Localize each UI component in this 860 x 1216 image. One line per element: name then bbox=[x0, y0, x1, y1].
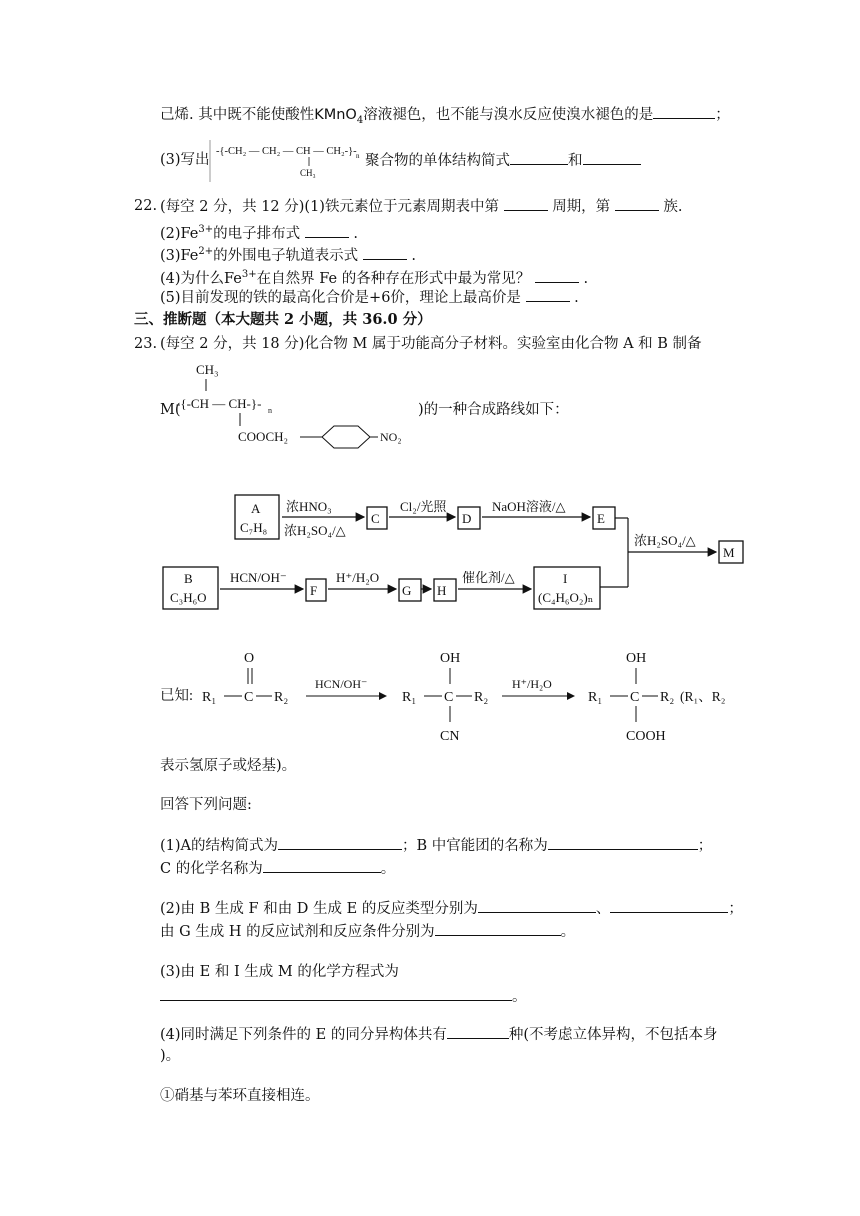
q22-intro: (每空 2 分，共 12 分)(1)铁元素位于元素周期表中第 周期，第 族. bbox=[160, 196, 683, 217]
answer-blank[interactable] bbox=[160, 986, 512, 1001]
svg-text:B: B bbox=[184, 571, 193, 586]
q23-part1-line1: (1)A的结构简式为 ；B 中官能团的名称为 ； bbox=[160, 835, 712, 856]
q23-part3-line2: 。 bbox=[160, 986, 527, 1007]
section-heading: 三、推断题（本大题共 2 小题，共 36.0 分） bbox=[134, 311, 432, 328]
svg-text:G: G bbox=[402, 583, 412, 598]
answer-blank[interactable] bbox=[548, 835, 698, 850]
svg-text:R₁: R₁ bbox=[588, 690, 603, 705]
q22-sub4: (4)为什么$Fe^{3+}$在自然界 Fe 的各种存在形式中最为常见？ . bbox=[160, 269, 589, 287]
svg-text:OH: OH bbox=[626, 651, 647, 666]
svg-text:NO₂: NO₂ bbox=[380, 430, 402, 444]
svg-text:C: C bbox=[244, 690, 254, 705]
svg-text:CH₃: CH₃ bbox=[196, 362, 219, 377]
svg-text:HCN/OH⁻: HCN/OH⁻ bbox=[315, 677, 368, 691]
svg-text:浓H₂SO₄/△: 浓H₂SO₄/△ bbox=[284, 523, 346, 538]
q23-number: 23. bbox=[134, 336, 158, 352]
svg-text:R₁: R₁ bbox=[402, 690, 417, 705]
answer-blank[interactable] bbox=[305, 223, 349, 238]
svg-text:已知:: 已知: bbox=[160, 688, 194, 704]
svg-text:(R₁、R₂: (R₁、R₂ bbox=[680, 689, 726, 704]
answer-blank[interactable] bbox=[535, 268, 579, 283]
svg-text:H⁺/H₂O: H⁺/H₂O bbox=[512, 677, 552, 691]
svg-text:CN: CN bbox=[440, 729, 460, 744]
svg-text:NaOH溶液/△: NaOH溶液/△ bbox=[492, 499, 566, 514]
q23-part2-line2: 由 G 生成 H 的反应试剂和反应条件分别为 。 bbox=[160, 921, 575, 942]
svg-text:D: D bbox=[462, 511, 472, 526]
svg-text:R₁: R₁ bbox=[202, 690, 217, 705]
svg-text:COOCH₂: COOCH₂ bbox=[238, 429, 289, 444]
answer-blank[interactable] bbox=[610, 898, 728, 913]
svg-text:H⁺/H₂O: H⁺/H₂O bbox=[336, 570, 380, 585]
svg-text:浓H₂SO₄/△: 浓H₂SO₄/△ bbox=[634, 533, 696, 548]
svg-text:OH: OH bbox=[440, 651, 461, 666]
svg-text:-{-CH₂ — CH₂ — CH — CH₂-}-: -{-CH₂ — CH₂ — CH — CH₂-}- bbox=[216, 146, 357, 157]
svg-text:n: n bbox=[268, 406, 272, 415]
q22-number: 22. bbox=[134, 198, 158, 214]
known-tail: 表示氢原子或烃基)。 bbox=[160, 758, 297, 774]
answer-blank[interactable] bbox=[363, 245, 407, 260]
svg-text:O: O bbox=[244, 651, 255, 666]
svg-text:催化剂/△: 催化剂/△ bbox=[462, 570, 515, 585]
synthesis-route bbox=[160, 485, 760, 615]
answer-blank[interactable] bbox=[447, 1024, 509, 1039]
svg-text:C: C bbox=[444, 690, 454, 705]
svg-text:C: C bbox=[630, 690, 640, 705]
q23-part4-line1: (4)同时满足下列条件的 E 的同分异构体共有 种(不考虑立体异构，不包括本身 bbox=[160, 1024, 718, 1045]
answer-blank[interactable] bbox=[278, 835, 402, 850]
condition-1: ①硝基与苯环直接相连。 bbox=[160, 1088, 320, 1104]
q23-part1-line2: C 的化学名称为 。 bbox=[160, 858, 395, 879]
svg-text:R₂: R₂ bbox=[474, 690, 489, 705]
svg-text:(C₄H₆O₂)ₙ: (C₄H₆O₂)ₙ bbox=[538, 590, 594, 605]
answer-blank[interactable] bbox=[435, 921, 561, 936]
answer-blank[interactable] bbox=[526, 287, 570, 302]
svg-text:A: A bbox=[251, 501, 261, 516]
answer-prompt: 回答下列问题: bbox=[160, 797, 252, 813]
svg-text:n: n bbox=[356, 152, 360, 160]
svg-text:C₃H₆O: C₃H₆O bbox=[170, 590, 207, 605]
answer-blank[interactable] bbox=[478, 898, 596, 913]
answer-blank[interactable] bbox=[504, 196, 548, 211]
svg-text:F: F bbox=[310, 583, 318, 598]
svg-text:R₂: R₂ bbox=[660, 690, 675, 705]
svg-text:C₇H₈: C₇H₈ bbox=[240, 520, 268, 535]
svg-text:COOH: COOH bbox=[626, 729, 666, 744]
q23-intro: (每空 2 分，共 18 分)化合物 M 属于功能高分子材料。实验室由化合物 A 和 B 制备 bbox=[160, 336, 702, 352]
svg-text:HCN/OH⁻: HCN/OH⁻ bbox=[230, 570, 287, 585]
svg-text:R₂: R₂ bbox=[274, 690, 289, 705]
svg-text:浓HNO₃: 浓HNO₃ bbox=[286, 499, 332, 514]
q21-line2-post: 聚合物的单体结构简式 和 bbox=[365, 150, 641, 171]
svg-text:E: E bbox=[597, 511, 605, 526]
m-label: M( bbox=[160, 402, 181, 418]
q21-line1: 己烯. 其中既不能使酸性KMnO$_4$溶液褪色，也不能与溴水反应使溴水褪色的是 ； bbox=[160, 104, 730, 131]
q22-sub5: (5)目前发现的铁的最高化合价是+6价，理论上最高价是 . bbox=[160, 287, 579, 308]
svg-text:M: M bbox=[723, 545, 735, 560]
m-label-tail: )的一种合成路线如下： bbox=[418, 402, 569, 418]
known-reaction bbox=[160, 640, 760, 752]
q23-part2-line1: (2)由 B 生成 F 和由 D 生成 E 的反应类型分别为 、 ； bbox=[160, 898, 743, 919]
q22-sub2: $(2)Fe^{3+}$的电子排布式 . bbox=[160, 224, 358, 242]
svg-text:H: H bbox=[437, 583, 447, 598]
svg-text:I: I bbox=[563, 571, 568, 586]
svg-text:-{-CH — CH-}-: -{-CH — CH-}- bbox=[176, 396, 262, 411]
svg-text:CH₃: CH₃ bbox=[300, 168, 316, 178]
q21-line2-pre: (3)写出 bbox=[160, 152, 210, 168]
q22-sub3: $(3)Fe^{2+}$的外围电子轨道表示式 . bbox=[160, 246, 416, 264]
answer-blank[interactable] bbox=[653, 104, 715, 119]
svg-text:C: C bbox=[371, 511, 380, 526]
q23-part4-line2: )。 bbox=[160, 1048, 181, 1064]
q23-part3-line1: (3)由 E 和 I 生成 M 的化学方程式为 bbox=[160, 964, 399, 980]
answer-blank[interactable] bbox=[615, 196, 659, 211]
svg-text:Cl₂/光照: Cl₂/光照 bbox=[400, 499, 447, 514]
answer-blank[interactable] bbox=[583, 150, 641, 165]
answer-blank[interactable] bbox=[263, 858, 381, 873]
q21-polymer-structure bbox=[208, 136, 368, 182]
answer-blank[interactable] bbox=[510, 150, 568, 165]
m-structure bbox=[176, 358, 426, 450]
